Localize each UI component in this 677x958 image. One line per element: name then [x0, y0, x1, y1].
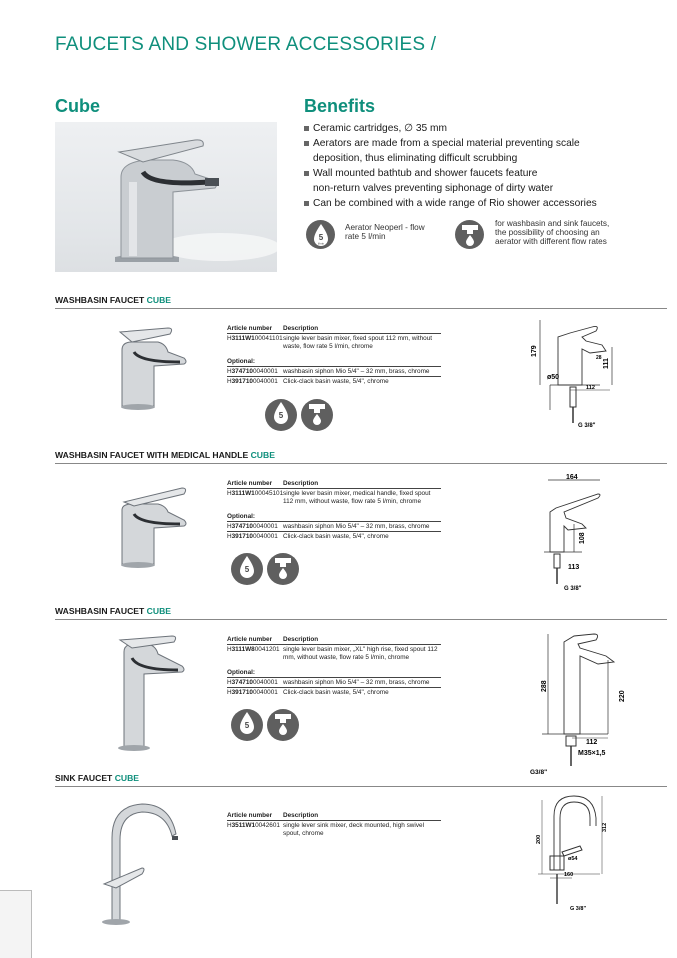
- svg-text:112: 112: [586, 385, 595, 391]
- section-title: SINK FAUCET CUBE: [55, 773, 140, 783]
- page-title: FAUCETS AND SHOWER ACCESSORIES /: [55, 34, 437, 55]
- aerator-choice-note: for washbasin and sink faucets, the possibility of choosing an aerator with different flow rates: [495, 219, 610, 246]
- benefit-item: Aerators are made from a special material preventing scale: [304, 136, 634, 151]
- section-icons: [230, 552, 302, 591]
- article-table: Article number Description H3111W100045101 single lever basin mixer, medical handle, fixed spout 112 mm, without waste, flow rate 5 l/min, chrome Optional: H3747100040001 washbasin siphon Mio 5/4" – 32 mm, brass, chrome H3917100040001 Click-clack basin waste, 5/4", chrome: [227, 480, 441, 541]
- svg-text:5: 5: [244, 721, 250, 730]
- svg-text:113: 113: [568, 564, 580, 571]
- svg-text:179: 179: [531, 345, 538, 357]
- section-divider: [55, 786, 667, 787]
- product-image: [110, 480, 190, 568]
- svg-text:5: 5: [278, 411, 284, 420]
- section-divider: [55, 619, 667, 620]
- table-row: H3917100040001 Click-clack basin waste, 5/4", chrome: [227, 376, 441, 386]
- svg-text:288: 288: [541, 680, 548, 692]
- benefit-item-continued: non-return valves preventing siphonage of dirty water: [313, 183, 554, 194]
- svg-text:G 3/8": G 3/8": [578, 423, 596, 429]
- svg-text:111: 111: [603, 358, 610, 369]
- svg-text:28: 28: [596, 355, 602, 361]
- svg-text:164: 164: [566, 474, 578, 481]
- svg-text:112: 112: [586, 739, 598, 746]
- product-image: [110, 322, 190, 412]
- benefit-item: Ceramic cartridges, ∅ 35 mm: [304, 121, 634, 136]
- svg-text:ø50: ø50: [547, 374, 560, 381]
- flow-rate-note: Aerator Neoperl - flow rate 5 l/min: [345, 223, 425, 241]
- flow-rate-badge-icon: [306, 220, 335, 249]
- table-row: H3747100040001 washbasin siphon Mio 5/4" – 32 mm, brass, chrome: [227, 521, 441, 531]
- product-family-heading: Cube: [55, 96, 100, 116]
- svg-text:G 3/8": G 3/8": [564, 586, 582, 592]
- svg-text:220: 220: [619, 690, 626, 702]
- article-table: Article number Description H3111W80041201 single lever basin mixer, „XL" high rise, fixed spout 112 mm, without waste, flow rate 5 l/min, chrome Optional: H3747100040001 washbasin siphon Mio 5/4" – 32 mm, brass, chrome H3917100040001 Click-clack basin waste, 5/4", chrome: [227, 636, 441, 697]
- benefit-item-continued: deposition, thus eliminating difficult scrubbing: [313, 153, 518, 164]
- benefits-list: [304, 121, 634, 211]
- section-title: WASHBASIN FAUCET WITH MEDICAL HANDLE CUBE: [55, 450, 275, 460]
- svg-text:108: 108: [579, 532, 586, 544]
- table-row: H3111W100041101 single lever basin mixer, fixed spout 112 mm, without waste, flow rate 5 l/min, chrome: [227, 333, 441, 351]
- svg-text:160: 160: [564, 872, 574, 878]
- svg-text:5: 5: [244, 565, 250, 574]
- section-title: WASHBASIN FAUCET CUBE: [55, 606, 172, 616]
- section-divider: [55, 308, 667, 309]
- section-icons: [230, 708, 302, 747]
- svg-text:200: 200: [536, 834, 542, 844]
- svg-text:5: 5: [318, 232, 323, 242]
- svg-text:G 3/8": G 3/8": [570, 906, 587, 912]
- technical-drawing: [540, 472, 620, 599]
- benefits-heading: Benefits: [304, 96, 376, 116]
- hero-product-image: [55, 122, 277, 272]
- technical-drawing: [530, 315, 640, 440]
- svg-text:312: 312: [602, 822, 608, 832]
- hero-faucet-illustration: [55, 122, 277, 272]
- aerator-choice-icon: [455, 220, 484, 249]
- section-divider: [55, 463, 667, 464]
- table-row: H3917100040001 Click-clack basin waste, 5/4", chrome: [227, 531, 441, 541]
- svg-text:G3/8": G3/8": [530, 769, 548, 776]
- table-row: H3747100040001 washbasin siphon Mio 5/4" – 32 mm, brass, chrome: [227, 366, 441, 376]
- svg-text:ø54: ø54: [568, 856, 578, 862]
- svg-text:l/min: l/min: [317, 241, 324, 245]
- section-title: WASHBASIN FAUCET CUBE: [55, 295, 172, 305]
- table-row: H3747100040001 washbasin siphon Mio 5/4" – 32 mm, brass, chrome: [227, 677, 441, 687]
- benefit-item: Wall mounted bathtub and shower faucets feature: [304, 166, 634, 181]
- table-row: H3917100040001 Click-clack basin waste, 5/4", chrome: [227, 687, 441, 697]
- product-image: [98, 798, 188, 928]
- page-edge-tab: [0, 890, 32, 958]
- table-row: H3111W80041201 single lever basin mixer, „XL" high rise, fixed spout 112 mm, without waste, flow rate 5 l/min, chrome: [227, 644, 441, 662]
- article-table: Article number Description H3111W100041101 single lever basin mixer, fixed spout 112 mm, without waste, flow rate 5 l/min, chrome Optional: H3747100040001 washbasin siphon Mio 5/4" – 32 mm, brass, chrome H3917100040001 Click-clack basin waste, 5/4", chrome: [227, 325, 441, 386]
- benefit-item: Can be combined with a wide range of Rio shower accessories: [304, 196, 634, 211]
- section-icons: [264, 398, 336, 437]
- technical-drawing: [530, 790, 620, 920]
- table-row: H3511W10042601 single lever sink mixer, deck mounted, high swivel spout, chrome: [227, 820, 441, 838]
- technical-drawing: [528, 626, 638, 783]
- table-row: H3111W100045101 single lever basin mixer, medical handle, fixed spout 112 mm, without waste, flow rate 5 l/min, chrome: [227, 488, 441, 506]
- svg-text:M35×1,5: M35×1,5: [578, 750, 606, 757]
- product-image: [108, 632, 190, 752]
- article-table: Article number Description H3511W10042601 single lever sink mixer, deck mounted, high swivel spout, chrome: [227, 812, 441, 838]
